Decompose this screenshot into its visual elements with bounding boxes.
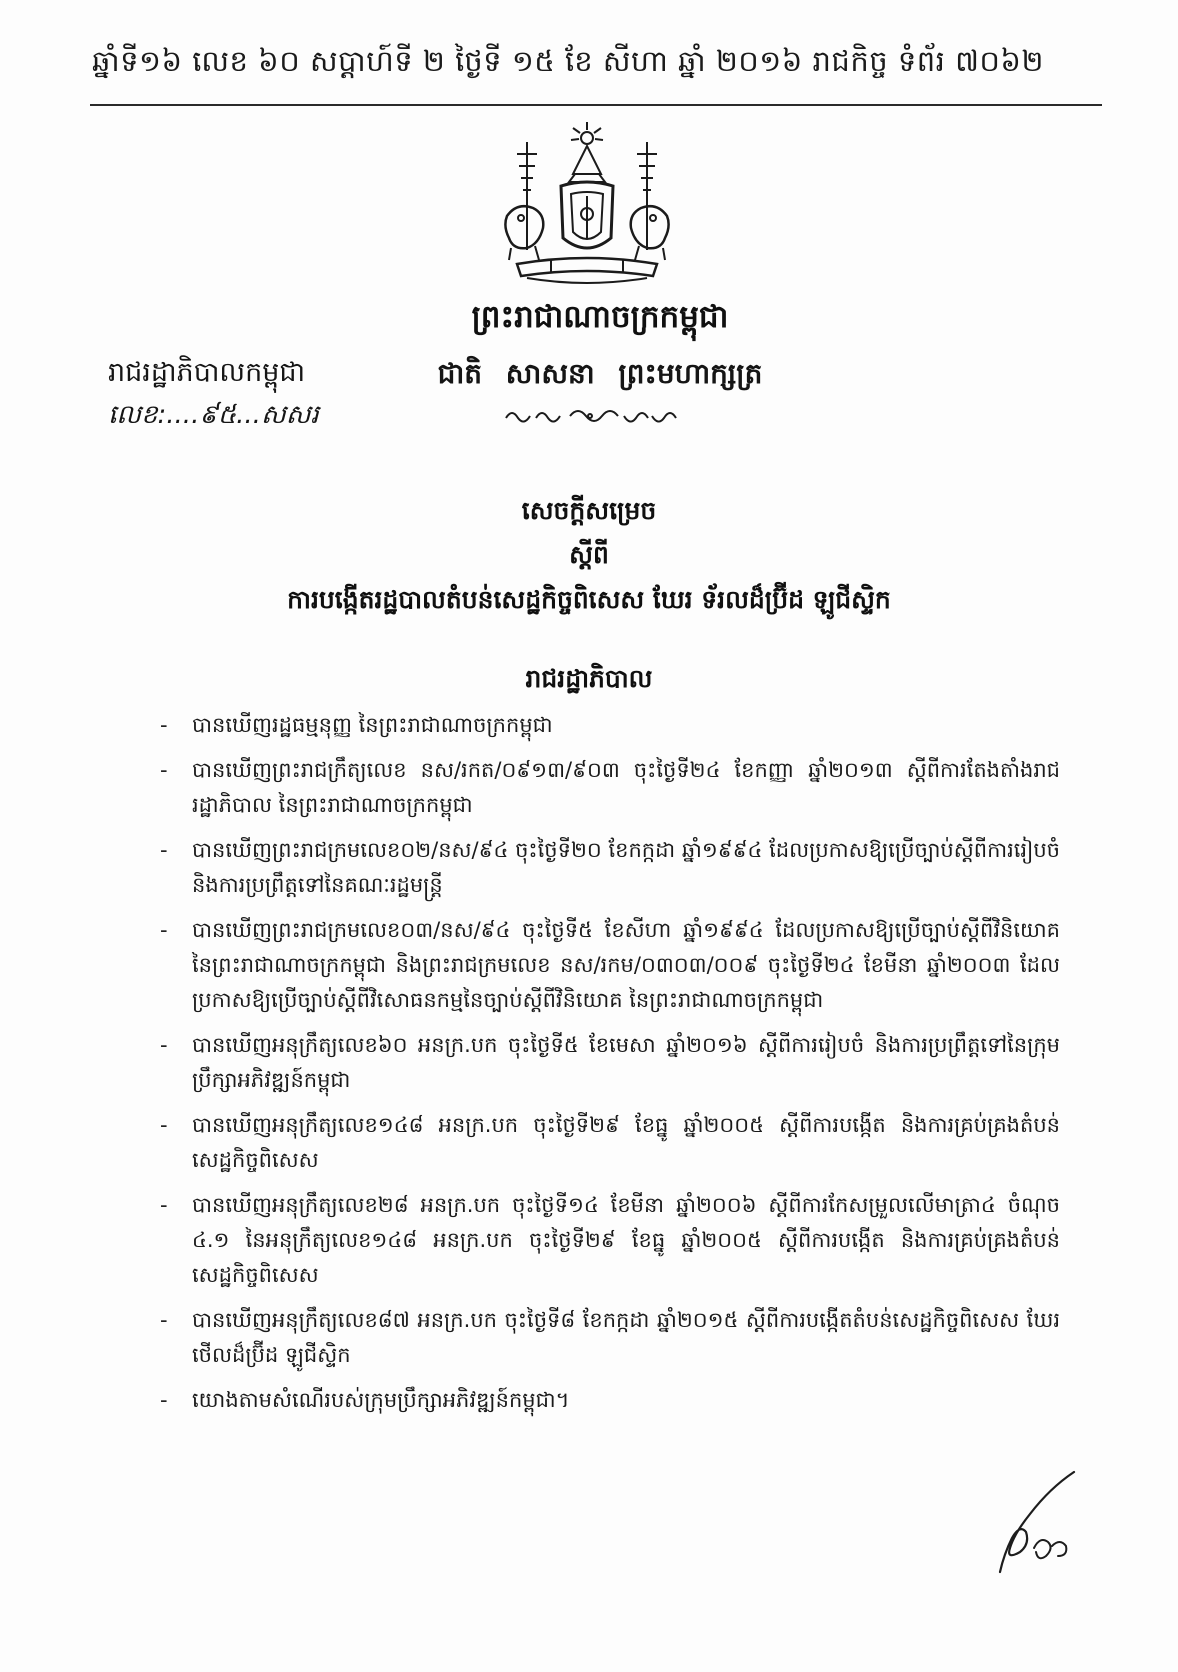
bullet-dash: -: [160, 1193, 168, 1217]
considerations-list: [160, 708, 1060, 1428]
government-name: រាជរដ្ឋាភិបាលកម្ពុជា: [108, 357, 306, 388]
bullet-dash: -: [160, 713, 168, 737]
bullet-dash: -: [160, 758, 168, 782]
bullet-dash: -: [160, 1033, 168, 1057]
document-number: លេខ:....៩៥...សសរ: [108, 400, 319, 430]
list-item: [160, 1108, 1060, 1178]
bullet-dash: -: [160, 1113, 168, 1137]
kingdom-heading: ព្រះរាជាណាចក្រកម្ពុជា: [471, 299, 729, 335]
list-item: [160, 1303, 1060, 1373]
consideration-text: បានឃើញអនុក្រឹត្យលេខ១៤៨ អនក្រ.បក ចុះថ្ងៃទី២៩ ខែធ្នូ ឆ្នាំ២០០៥ ស្តីពីការបង្កើត និងការគ្រប់គ្រងតំបន់សេដ្ឋកិច្ចពិសេស: [192, 1113, 1060, 1172]
list-item: [160, 1383, 1060, 1418]
consideration-text: បានឃើញអនុក្រឹត្យលេខ៨៧ អនក្រ.បក ចុះថ្ងៃទី៨ ខែកក្កដា ឆ្នាំ២០១៥ ស្តីពីការបង្កើតតំបន់សេដ្ឋកិច្ចពិសេស ឃែរ ថើលដ៏ប្រ៊ីដ ឡូជីស្ទិក: [192, 1308, 1060, 1367]
bullet-dash: -: [160, 918, 168, 942]
header-divider: [90, 104, 1102, 106]
bullet-dash: -: [160, 1308, 168, 1332]
consideration-text: បានឃើញរដ្ឋធម្មនុញ្ញ នៃព្រះរាជាណាចក្រកម្ពុជា: [192, 713, 553, 737]
decision-subject: ការបង្កើតរដ្ឋបាលតំបន់សេដ្ឋកិច្ចពិសេស ឃែរ ទ័រលដ៏ប្រ៊ីដ ឡូជីស្ទិក: [287, 585, 891, 614]
list-item: [160, 913, 1060, 1018]
decorative-flourish-icon: [500, 404, 680, 428]
list-item: [160, 1028, 1060, 1098]
gazette-header: ឆ្នាំទី១៦ លេខ ៦០ សប្តាហ៍ទី ២ ថ្ងៃទី ១៥ ខែ សីហា ឆ្នាំ ២០១៦ រាជកិច្ច ទំព័រ ៧០៦២: [92, 44, 1044, 78]
consideration-text: បានឃើញព្រះរាជក្រមលេខ០៣/នស/៩៤ ចុះថ្ងៃទី៥ ខែសីហា ឆ្នាំ១៩៩៤ ដែលប្រកាសឱ្យប្រើច្បាប់ស្តីពីវិនិយោគ នៃព្រះរាជាណាចក្រកម្ពុជា និងព្រះរាជក្រមលេខ នស/រកម/០៣០៣/០០៩ ចុះថ្ងៃទី២៤ ខែមីនា ឆ្នាំ២០០៣ ដែលប្រកាសឱ្យប្រើច្បាប់ស្តីពីវិសោធនកម្មនៃច្បាប់ស្តីពីវិនិយោគ នៃព្រះរាជាណាចក្រកម្ពុជា: [192, 918, 1060, 1012]
subject-word: ស្តីពី: [569, 540, 609, 569]
bullet-dash: -: [160, 1388, 168, 1412]
royal-coat-of-arms-icon: [487, 120, 687, 290]
list-item: [160, 833, 1060, 903]
list-item: [160, 1188, 1060, 1293]
consideration-text: បានឃើញអនុក្រឹត្យលេខ២៨ អនក្រ.បក ចុះថ្ងៃទី១៤ ខែមីនា ឆ្នាំ២០០៦ ស្តីពីការកែសម្រួលលើមាត្រា៤ ចំណុច ៤.១ នៃអនុក្រឹត្យលេខ១៤៨ អនក្រ.បក ចុះថ្ងៃទី២៩ ខែធ្នូ ឆ្នាំ២០០៥ ស្តីពីការបង្កើត និងការគ្រប់គ្រងតំបន់សេដ្ឋកិច្ចពិសេស: [192, 1193, 1060, 1287]
signature-mark: [990, 1468, 1080, 1578]
issuing-authority: រាជរដ្ឋាភិបាល: [525, 664, 653, 693]
consideration-text: យោងតាមសំណើរបស់ក្រុមប្រឹក្សាអភិវឌ្ឍន៍កម្ពុជា។: [192, 1388, 570, 1412]
consideration-text: បានឃើញព្រះរាជក្រឹត្យលេខ នស/រកត/០៩១៣/៩០៣ ចុះថ្ងៃទី២៤ ខែកញ្ញា ឆ្នាំ២០១៣ ស្តីពីការតែងតាំងរាជរដ្ឋាភិបាល នៃព្រះរាជាណាចក្រកម្ពុជា: [192, 758, 1060, 817]
national-motto: ជាតិ សាសនា ព្រះមហាក្សត្រ: [437, 357, 763, 390]
consideration-text: បានឃើញអនុក្រឹត្យលេខ៦០ អនក្រ.បក ចុះថ្ងៃទី៥ ខែមេសា ឆ្នាំ២០១៦ ស្តីពីការរៀបចំ និងការប្រព្រឹត្តទៅនៃក្រុមប្រឹក្សាអភិវឌ្ឍន៍កម្ពុជា: [192, 1033, 1060, 1092]
bullet-dash: -: [160, 838, 168, 862]
list-item: [160, 753, 1060, 823]
list-item: [160, 708, 1060, 743]
consideration-text: បានឃើញព្រះរាជក្រមលេខ០២/នស/៩៤ ចុះថ្ងៃទី២០ ខែកក្កដា ឆ្នាំ១៩៩៤ ដែលប្រកាសឱ្យប្រើច្បាប់ស្តីពីការរៀបចំ និងការប្រព្រឹត្តទៅនៃគណៈរដ្ឋមន្ត្រី: [192, 838, 1060, 897]
decision-title: សេចក្តីសម្រេច: [521, 496, 657, 525]
